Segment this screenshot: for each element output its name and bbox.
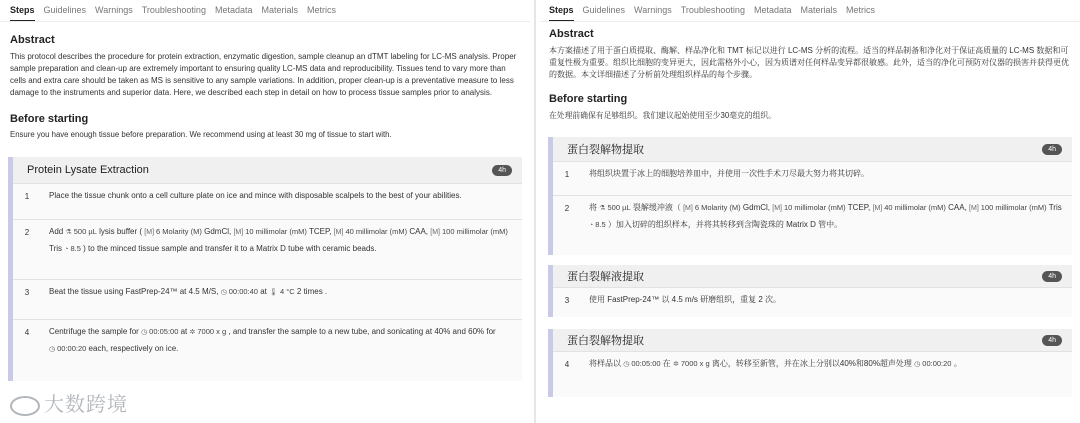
- reagent-chip: [334, 224, 407, 241]
- timer-chip[interactable]: [49, 341, 86, 358]
- tab-warnings[interactable]: Warnings: [95, 5, 133, 15]
- section-title: 蛋白裂解液提取: [567, 271, 644, 283]
- timer-chip[interactable]: [221, 284, 258, 301]
- step-row: [13, 319, 522, 381]
- centrifuge-icon: ✲: [189, 329, 196, 336]
- section-header[interactable]: [553, 329, 1072, 351]
- chinese-protocol-panel: [540, 0, 1080, 423]
- step-row: [13, 183, 522, 219]
- chip-value: 40 millimolar (mM): [884, 203, 946, 212]
- reagent-chip: [430, 224, 508, 241]
- centrifuge-icon: ✲: [673, 361, 679, 368]
- ph-icon: ◔: [64, 246, 69, 253]
- temperature-chip: [269, 284, 295, 301]
- text: Tris: [1048, 203, 1062, 212]
- chip-value: 6 Molarity (M): [694, 203, 741, 212]
- text: , and transfer the sample to a new tube, and sonicating at 40% and 60% for: [228, 327, 496, 336]
- chip-value: 100 millimolar (mM): [442, 227, 508, 236]
- english-protocol-panel: [0, 0, 530, 423]
- text: each, respectively on ice.: [88, 344, 179, 353]
- timer-chip[interactable]: [141, 324, 178, 341]
- text: Centrifuge the sample for: [49, 327, 139, 336]
- section-header[interactable]: [13, 157, 522, 183]
- molarity-icon: [M]: [144, 229, 155, 236]
- text: Beat the tissue using FastPrep-24™ at 4.5 M/S,: [49, 287, 219, 296]
- text: CAA,: [409, 227, 429, 236]
- section-header[interactable]: [553, 137, 1072, 161]
- section-title: Protein Lysate Extraction: [27, 164, 149, 176]
- molarity-icon: [M]: [333, 229, 344, 236]
- step-row: [553, 287, 1072, 317]
- chip-value: 6 Molarity (M): [156, 227, 202, 236]
- tab-guidelines[interactable]: Guidelines: [582, 5, 626, 15]
- tab-bar: [540, 0, 1080, 22]
- abstract-title: Abstract: [10, 34, 55, 46]
- molarity-icon: [M]: [683, 205, 693, 212]
- step-number: 4: [564, 360, 570, 369]
- chip-value: 00:00:20: [57, 344, 87, 353]
- clock-icon: ◷: [914, 361, 921, 368]
- duration-badge: 4h: [492, 165, 512, 176]
- step-row: [553, 161, 1072, 195]
- tab-warnings[interactable]: Warnings: [634, 5, 672, 15]
- molarity-icon: [M]: [772, 205, 782, 212]
- clock-icon: ◷: [49, 346, 56, 353]
- flask-icon: ⚗: [65, 229, 72, 236]
- step-text: [41, 220, 522, 279]
- before-starting-title: Before starting: [10, 113, 89, 125]
- step-text: Place the tissue chunk onto a cell culture plate on ice and mince with disposable scalpels to the best of your abilities.: [49, 191, 462, 200]
- section-title: 蛋白裂解物提取: [567, 144, 644, 156]
- ph-chip: [589, 217, 606, 234]
- thermometer-icon: 🌡: [269, 289, 278, 296]
- abstract-text: 本方案描述了用于蛋白质提取、酶解、样品净化和 TMT 标记以进行 LC-MS 分析的流程。适当的样品制备和净化对于保证高质量的 LC-MS 数据和可重复性极为重要。组织比细胞的变异更大，因此需格外小心，因为质谱对任何样品变异都很敏感。此外，适当的净化可预防对仪器的损害并获得更优的数据。本文详细描述了分析前处理组织样品的每个步骤。: [549, 46, 1069, 79]
- step-text: [41, 320, 522, 381]
- step-text: [581, 196, 1072, 255]
- text: GdmCl,: [742, 203, 771, 212]
- duration-badge: 4h: [1042, 271, 1062, 282]
- chip-value: 8.5: [595, 220, 606, 229]
- step-text: [41, 280, 522, 319]
- chip-value: 00:05:00: [149, 327, 179, 336]
- section-card: [548, 265, 1072, 317]
- text: TCEP,: [308, 227, 332, 236]
- section-title: 蛋白裂解物提取: [567, 335, 644, 347]
- tab-materials[interactable]: Materials: [800, 5, 837, 15]
- section-card: [548, 329, 1072, 397]
- flask-icon: ⚗: [599, 205, 606, 212]
- abstract-title: Abstract: [549, 28, 594, 40]
- step-number: 3: [564, 296, 570, 305]
- duration-badge: 4h: [1042, 144, 1062, 155]
- tab-metrics[interactable]: Metrics: [307, 5, 336, 15]
- tab-troubleshooting[interactable]: Troubleshooting: [141, 5, 206, 15]
- step-row: [553, 351, 1072, 397]
- chip-value: 00:00:20: [922, 359, 952, 368]
- amount-chip: [599, 200, 630, 217]
- step-text: 使用 FastPrep-24™ 以 4.5 m/s 研磨组织，重复 2 次。: [589, 295, 782, 304]
- reagent-chip: [873, 200, 946, 217]
- chip-value: 10 millimolar (mM): [783, 203, 846, 212]
- section-card: [548, 137, 1072, 255]
- molarity-icon: [M]: [872, 205, 883, 212]
- before-starting-text: Ensure you have enough tissue before preparation. We recommend using at least 30 mg of tissue to start with.: [10, 130, 392, 139]
- duration-badge: 4h: [1042, 335, 1062, 346]
- ph-chip: [64, 241, 81, 258]
- tab-metadata[interactable]: Metadata: [214, 5, 253, 15]
- watermark: [10, 388, 128, 417]
- text: ) to the minced tissue sample and transfer it to a Matrix D tube with ceramic beads.: [83, 244, 377, 253]
- step-number: 3: [24, 288, 30, 297]
- text: 。: [953, 359, 962, 368]
- section-header[interactable]: [553, 265, 1072, 287]
- chip-value: 500 µL: [607, 203, 631, 212]
- step-number: 1: [24, 192, 30, 201]
- text: 将样品以: [589, 359, 621, 368]
- step-text: [581, 352, 1072, 397]
- panel-divider: [534, 0, 536, 423]
- clock-icon: ◷: [141, 329, 148, 336]
- text: 在: [662, 359, 671, 368]
- chip-value: 8.5: [70, 244, 81, 253]
- tab-steps[interactable]: Steps: [549, 5, 574, 21]
- centrifuge-chip: [673, 356, 710, 373]
- text: 将: [589, 203, 597, 212]
- step-number: 2: [24, 228, 30, 237]
- text: 离心，转移至新管，并在冰上分别以40%和80%超声处理: [711, 359, 912, 368]
- centrifuge-chip: [190, 324, 227, 341]
- clock-icon: ◷: [220, 289, 227, 296]
- step-row: [13, 219, 522, 279]
- reagent-chip: [969, 200, 1047, 217]
- text: GdmCl,: [204, 227, 232, 236]
- molarity-icon: [M]: [430, 229, 440, 236]
- chip-value: 4 °C: [280, 287, 295, 296]
- tab-troubleshooting[interactable]: Troubleshooting: [680, 5, 745, 15]
- molarity-icon: [M]: [233, 229, 244, 236]
- step-number: 1: [564, 170, 570, 179]
- watermark-logo-icon: [10, 396, 40, 416]
- timer-chip[interactable]: [623, 356, 660, 373]
- abstract-text: This protocol describes the procedure for protein extraction, enzymatic digestion, sample cleanup an dTMT labeling for LC-MS analysis. Proper sample preparation and clean-up are extremely important to ensuring quality LC-MS data and reproducibility. Tissues tend to vary more than cells and extra care should be taken as MS is sensitive to any sample variations. In addition, proper clean-up is a preventative measure to less damage to the instruments and superior data. Here, we described each step in detail on how to process tissue samples prior to analysis.: [10, 52, 517, 97]
- chip-value: 500 µL: [73, 227, 97, 236]
- tab-metrics[interactable]: Metrics: [846, 5, 875, 15]
- chip-value: 7000 x g: [680, 359, 710, 368]
- section-card: [8, 157, 522, 381]
- text: 裂解缓冲液（: [632, 203, 681, 212]
- tab-bar: [0, 0, 530, 22]
- step-number: 2: [564, 204, 570, 213]
- text: 2 times .: [296, 287, 328, 296]
- chip-value: 00:00:40: [228, 287, 258, 296]
- text: at: [180, 327, 188, 336]
- text: Tris: [49, 244, 63, 253]
- step-text: 将组织块置于冰上的细胞培养皿中，并使用一次性手术刀尽最大努力将其切碎。: [589, 169, 869, 178]
- reagent-chip: [144, 224, 202, 241]
- reagent-chip: [772, 200, 845, 217]
- tab-materials[interactable]: Materials: [261, 5, 298, 15]
- timer-chip[interactable]: [914, 356, 951, 373]
- text: CAA,: [948, 203, 967, 212]
- reagent-chip: [683, 200, 741, 217]
- chip-value: 00:05:00: [631, 359, 661, 368]
- text: at: [260, 287, 267, 296]
- chip-value: 100 millimolar (mM): [980, 203, 1047, 212]
- text: ）加入切碎的组织样本，并将其转移到含陶瓷珠的 Matrix D 管中。: [607, 220, 843, 229]
- ph-icon: ◔: [589, 222, 594, 229]
- text: lysis buffer (: [99, 227, 143, 236]
- tab-metadata[interactable]: Metadata: [753, 5, 792, 15]
- step-row: [553, 195, 1072, 255]
- reagent-chip: [233, 224, 306, 241]
- step-row: [13, 279, 522, 319]
- before-starting-title: Before starting: [549, 93, 628, 105]
- text: TCEP,: [847, 203, 871, 212]
- tab-guidelines[interactable]: Guidelines: [43, 5, 87, 15]
- step-number: 4: [24, 328, 30, 337]
- watermark-text: 大数跨境: [44, 394, 128, 416]
- before-starting-text: 在处理前确保有足够组织。我们建议起始使用至少30毫克的组织。: [549, 111, 776, 120]
- clock-icon: ◷: [623, 361, 630, 368]
- chip-value: 7000 x g: [197, 327, 227, 336]
- chip-value: 10 millimolar (mM): [245, 227, 307, 236]
- tab-steps[interactable]: Steps: [10, 5, 35, 21]
- amount-chip: [65, 224, 96, 241]
- text: Add: [49, 227, 64, 236]
- molarity-icon: [M]: [969, 205, 979, 212]
- chip-value: 40 millimolar (mM): [345, 227, 408, 236]
